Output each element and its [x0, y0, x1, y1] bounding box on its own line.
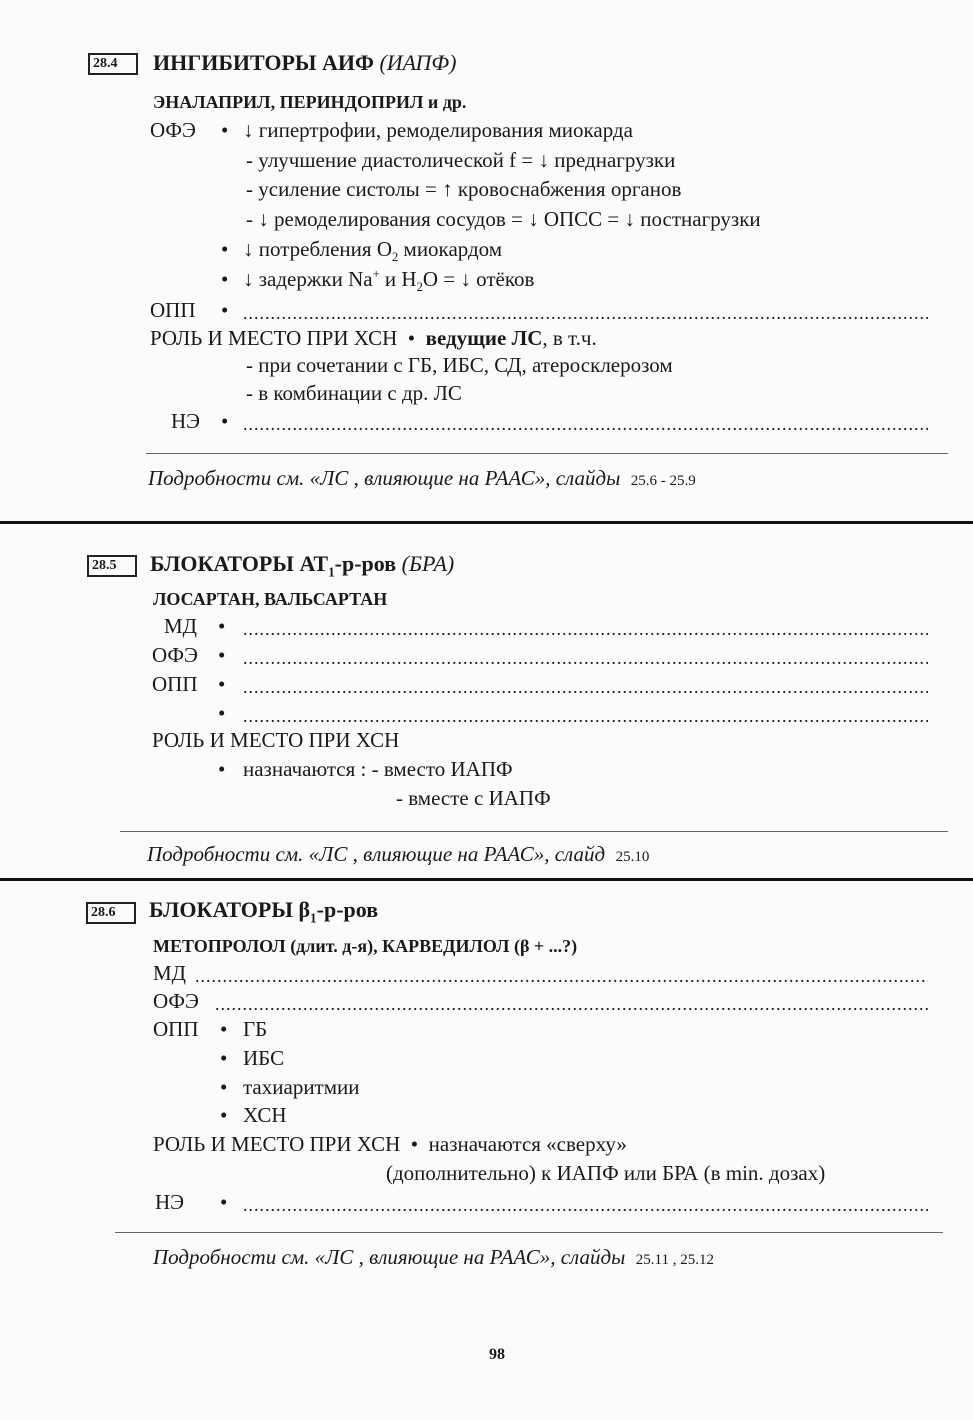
- fill-in-dots: [243, 300, 928, 326]
- bullet: •: [220, 1103, 228, 1127]
- fill-in-dots: [195, 963, 928, 989]
- section-number-28-6: 28.6: [86, 902, 136, 924]
- opp-item-1: ГБ: [243, 1017, 268, 1041]
- bullet: •: [221, 267, 229, 291]
- role-item-b: - в комбинации с др. ЛС: [246, 381, 462, 405]
- role-item-2: - вместе с ИАПФ: [396, 786, 551, 810]
- ofe-item-1c: - ↓ ремоделирования сосудов = ↓ ОПСС = ↓ постнагрузки: [246, 207, 761, 231]
- drug-list-28-5: ЛОСАРТАН, ВАЛЬСАРТАН: [153, 589, 388, 609]
- opp-label: ОПП: [153, 1017, 199, 1041]
- md-label: МД: [164, 614, 197, 638]
- opp-label: ОПП: [150, 298, 196, 322]
- fill-in-dots: [243, 645, 928, 671]
- drug-list-28-4: ЭНАЛАПРИЛ, ПЕРИНДОПРИЛ и др.: [153, 92, 467, 112]
- bullet: •: [218, 672, 226, 696]
- bullet: •: [218, 643, 226, 667]
- drug-list-28-6: МЕТОПРОЛОЛ (длит. д-я), КАРВЕДИЛОЛ (β + ...?): [153, 936, 578, 956]
- ofe-item-1: ↓ гипертрофии, ремоделирования миокарда: [243, 118, 633, 142]
- fill-in-dots: [243, 703, 928, 729]
- ofe-item-1a: - улучшение диастолической f = ↓ преднагрузки: [246, 148, 676, 172]
- section-separator: [0, 521, 973, 524]
- ofe-item-3: ↓ задержки Na+ и $H_2O$ = ↓ отёков: [243, 267, 535, 295]
- bullet: •: [218, 701, 226, 725]
- ofe-label: ОФЭ: [153, 989, 199, 1013]
- ofe-item-2: ↓ потребления $O_2$ миокардом: [243, 237, 503, 265]
- bullet: •: [218, 614, 226, 638]
- footer-reference-28-6: Подробности см. «ЛС , влияющие на РААС», слайды 25.11 , 25.12: [153, 1245, 714, 1269]
- bullet: •: [218, 757, 226, 781]
- section-title-28-6: БЛОКАТОРЫ $\beta_1-р$-ров: [149, 897, 379, 926]
- divider: [146, 453, 948, 454]
- md-label: МД: [153, 961, 186, 985]
- opp-item-3: тахиаритмии: [243, 1075, 360, 1099]
- section-separator: [0, 878, 973, 881]
- bullet: •: [220, 1046, 228, 1070]
- page-number: 98: [489, 1346, 505, 1363]
- ne-label: НЭ: [155, 1190, 185, 1214]
- divider: [120, 831, 948, 832]
- section-title-28-4: [153, 49, 456, 77]
- bullet: •: [220, 1075, 228, 1099]
- bullet: •: [221, 409, 229, 433]
- role-item-a: - при сочетании с ГБ, ИБС, СД, атеросклерозом: [246, 353, 673, 377]
- bullet: •: [220, 1190, 228, 1214]
- fill-in-dots: [215, 991, 928, 1017]
- section-title-text: ИНГИБИТОРЫ АИФ: [153, 50, 374, 75]
- bullet: •: [221, 118, 229, 142]
- footer-reference-28-4: Подробности см. «ЛС , влияющие на РААС», слайды 25.6 - 25.9: [148, 466, 696, 490]
- bullet: •: [220, 1017, 228, 1041]
- role-line-28-4: РОЛЬ И МЕСТО ПРИ ХСН • ведущие ЛС, в т.ч.: [150, 326, 597, 350]
- role-item-1: назначаются : - вместо ИАПФ: [243, 757, 513, 781]
- ofe-label: ОФЭ: [150, 118, 196, 142]
- role-line-28-6: РОЛЬ И МЕСТО ПРИ ХСН • назначаются «сверху»: [153, 1132, 627, 1156]
- fill-in-dots: [243, 411, 928, 437]
- bullet: •: [221, 298, 229, 322]
- section-number-28-4: 28.4: [88, 53, 138, 75]
- section-title-28-5: БЛОКАТОРЫ $АТ_1-р$-ров (БРА): [150, 551, 455, 580]
- fill-in-dots: [243, 616, 928, 642]
- role-label-28-5: РОЛЬ И МЕСТО ПРИ ХСН: [152, 728, 400, 752]
- divider: [115, 1232, 943, 1233]
- opp-label: ОПП: [152, 672, 198, 696]
- fill-in-dots: [243, 1192, 928, 1218]
- fill-in-dots: [243, 674, 928, 700]
- section-title-abbr: (ИАПФ): [379, 50, 457, 75]
- role-item-2: (дополнительно) к ИАПФ или БРА (в min. дозах): [386, 1161, 826, 1185]
- opp-item-4: ХСН: [243, 1103, 287, 1127]
- bullet: •: [221, 237, 229, 261]
- ne-label: НЭ: [171, 409, 201, 433]
- footer-reference-28-5: Подробности см. «ЛС , влияющие на РААС», слайд 25.10: [147, 842, 650, 866]
- ofe-label: ОФЭ: [152, 643, 198, 667]
- opp-item-2: ИБС: [243, 1046, 285, 1070]
- section-number-28-5: 28.5: [87, 555, 137, 577]
- ofe-item-1b: - усиление систолы = ↑ кровоснабжения органов: [246, 177, 682, 201]
